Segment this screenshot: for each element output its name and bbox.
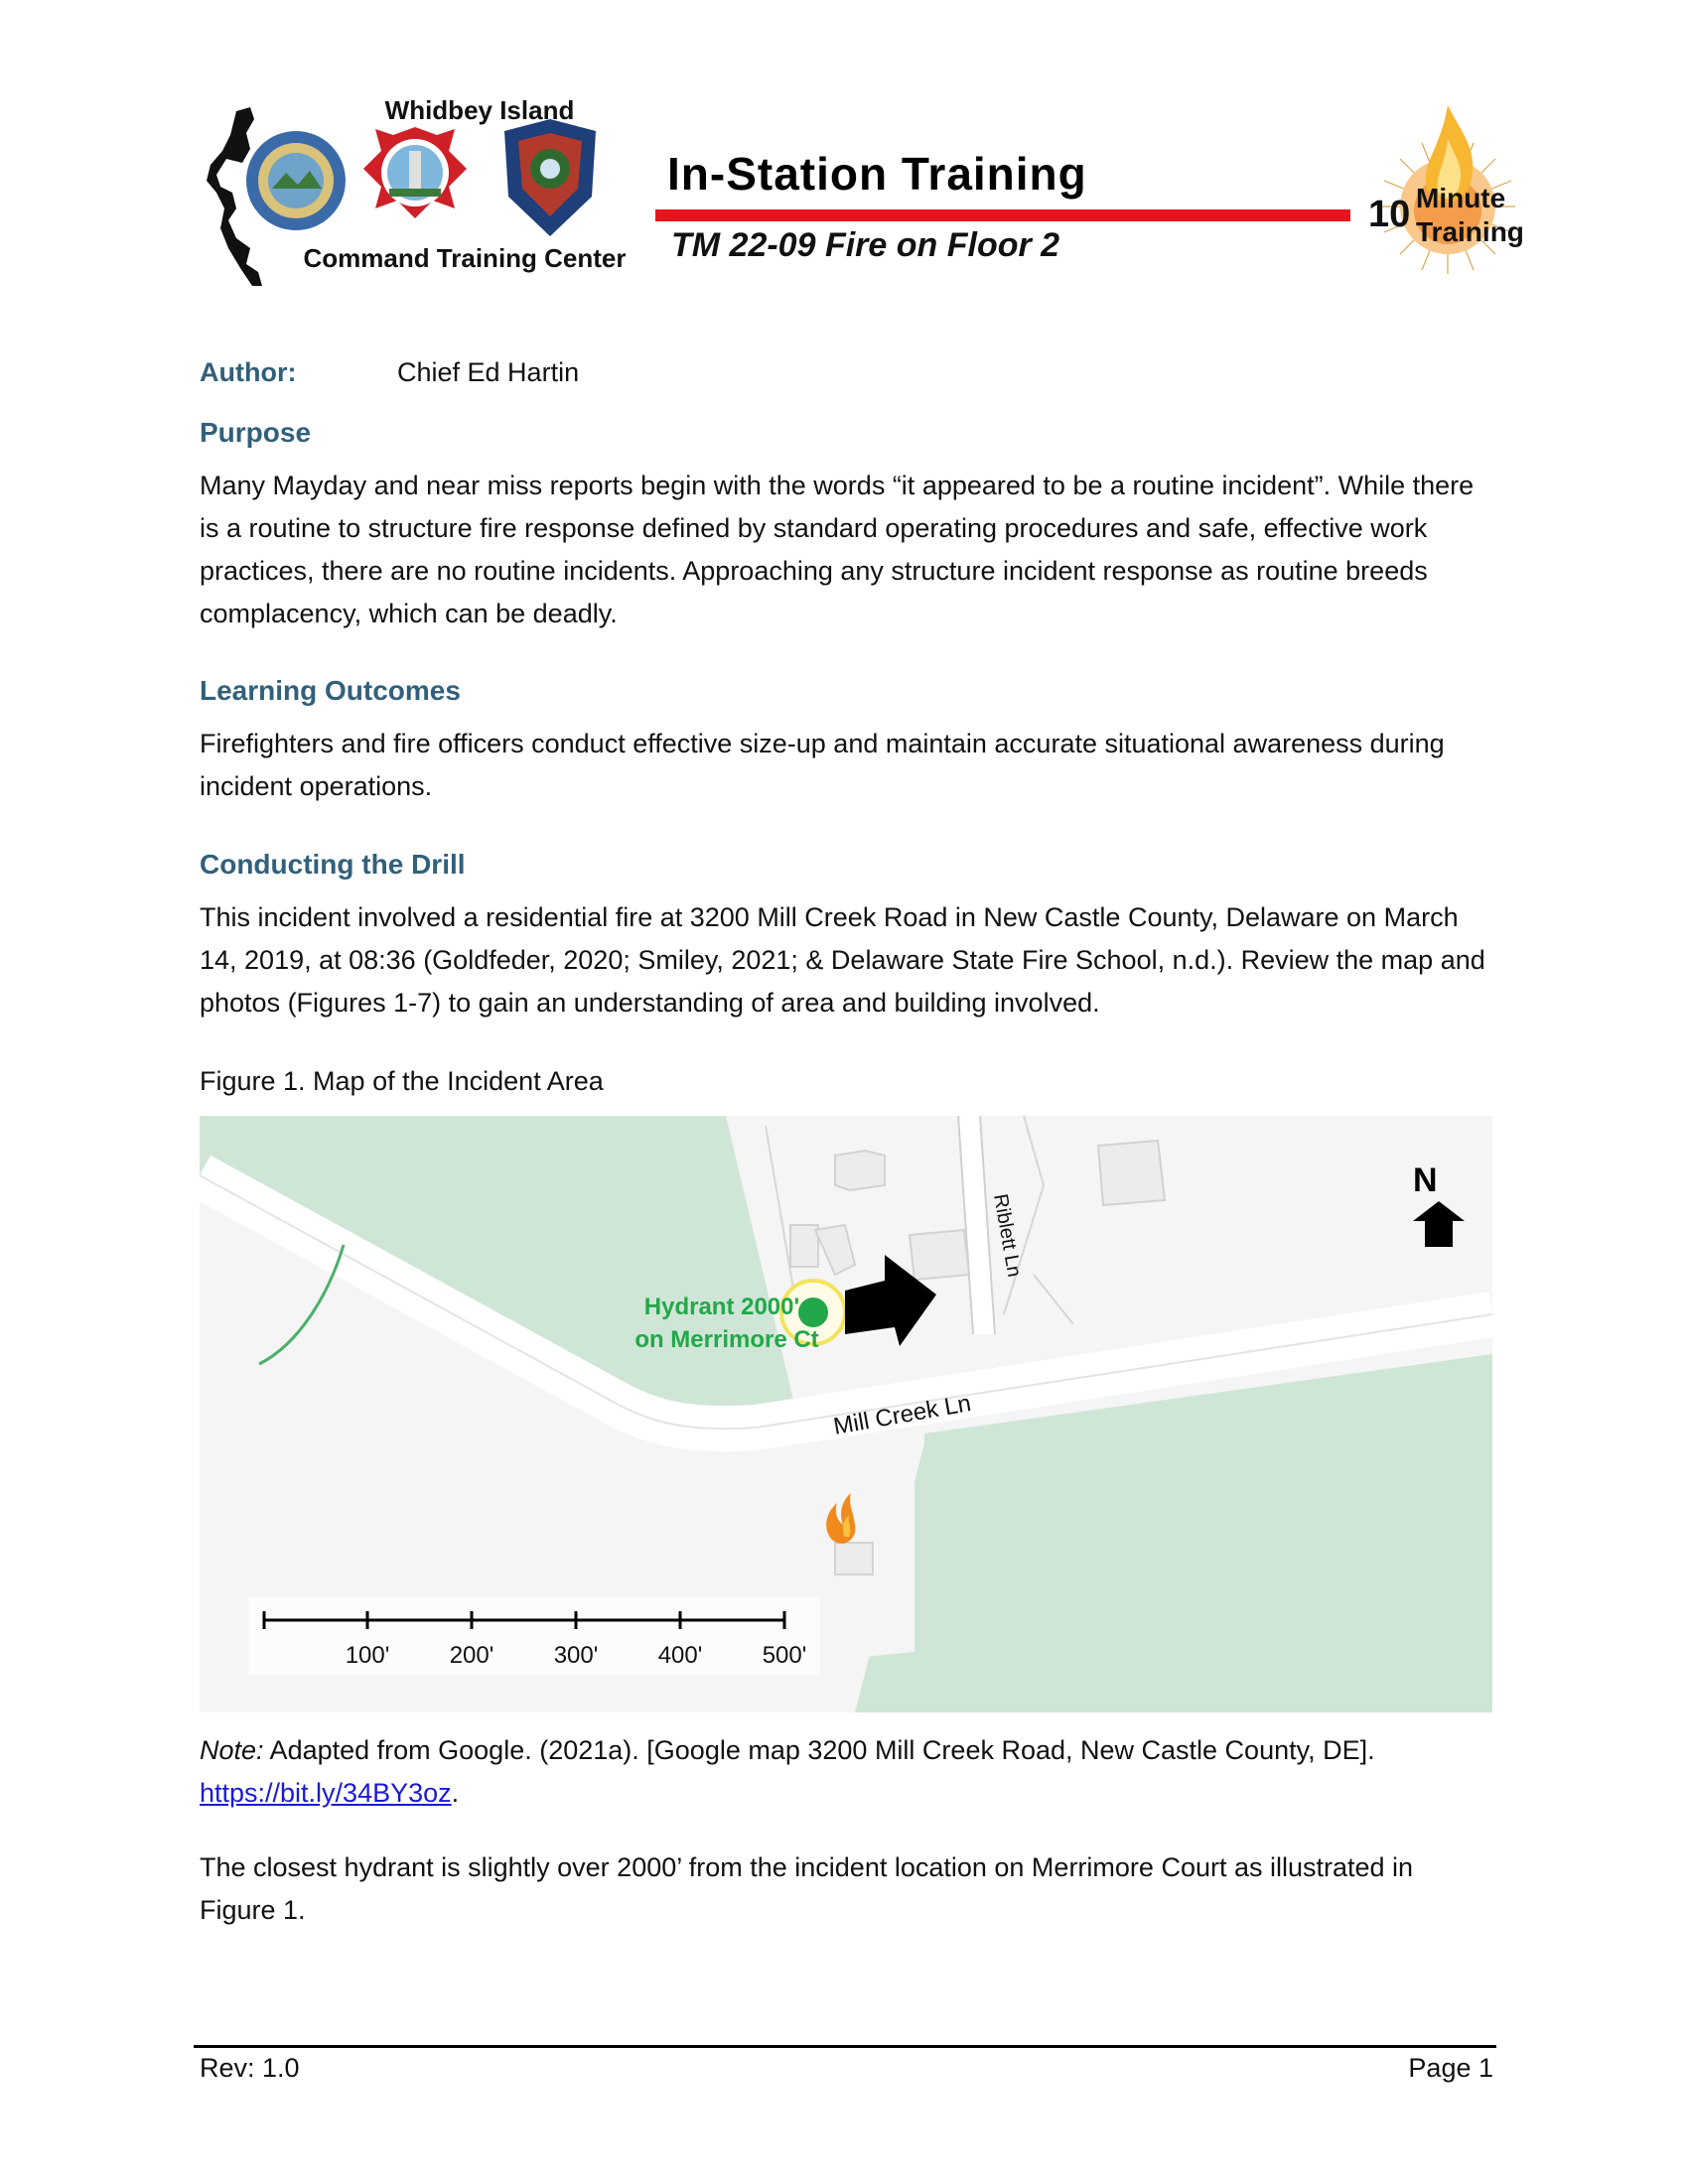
badge-word-training: Training [1416,216,1524,247]
hydrant-label-line2: on Merrimore Ct [634,1326,819,1353]
scale-label: 100' [345,1642,390,1669]
header-title: In-Station Training [667,148,1087,200]
note-link-period: . [451,1778,460,1808]
scale-label: 400' [657,1642,703,1669]
outcomes-text: Firefighters and fire officers conduct effective size-up and maintain accurate situational awareness during incident operations. [200,729,1445,801]
purpose-heading: Purpose [200,417,312,448]
outcomes-heading: Learning Outcomes [200,675,461,706]
drill-text: This incident involved a residential fire at 3200 Mill Creek Road in New Castle County, Delaware on March 14, 2019, at 08:36 (Goldfeder, 2020; Smiley, 2021; & Delaware State Fire School, n.d.). Review the map and photos (Figures 1-7) to gain an understanding of area and building involved. [200,902,1485,1018]
drill-heading: Conducting the Drill [200,849,466,880]
logo-top-text: Whidbey Island [384,95,575,125]
map-graphic [200,1116,1492,1712]
scale-label: 300' [553,1642,599,1669]
scale-label: 500' [762,1642,807,1669]
incident-map [200,1116,1492,1712]
badge-word-minute: Minute [1416,183,1506,213]
header-subtitle: TM 22-09 Fire on Floor 2 [671,226,1060,264]
logo-bottom-text: Command Training Center [303,243,627,273]
purpose-text: Many Mayday and near miss reports begin with the words “it appeared to be a routine incident”. While there is a routine to structure fire response defined by standard operating procedures and safe, effective work practices, there are no routine incidents. Approaching any structure incident response as routine breeds complacency, which can be deadly. [200,471,1475,628]
ten-minute-badge [1368,99,1527,278]
road-label-riblett: Riblett Ln [989,1192,1026,1280]
north-label: N [1413,1161,1438,1199]
footer-revision: Rev: 1.0 [200,2053,300,2083]
note-label: Note: [200,1735,264,1765]
whidbey-logo [207,89,663,288]
footer-divider [194,2045,1496,2048]
figure-note [200,1729,1490,1815]
author-name: Chief Ed Hartin [397,357,580,387]
note-text: Adapted from Google. (2021a). [Google map 3200 Mill Creek Road, New Castle County, DE]. [263,1735,1375,1765]
closing-text: The closest hydrant is slightly over 2000’ from the incident location on Merrimore Court as illustrated in Figure 1. [200,1852,1414,1925]
scale-label: 200' [449,1642,494,1669]
hydrant-label-line1: Hydrant 2000' [643,1294,800,1320]
badge-number: 10 [1368,194,1411,235]
footer-page-number: Page 1 [1408,2053,1493,2083]
title-underline [655,209,1350,221]
source-link[interactable]: https://bit.ly/34BY3oz [200,1778,452,1808]
road-label-mill-creek: Mill Creek Ln [831,1390,973,1440]
author-label: Author: [200,357,297,387]
figure-caption: Figure 1. Map of the Incident Area [200,1066,604,1096]
